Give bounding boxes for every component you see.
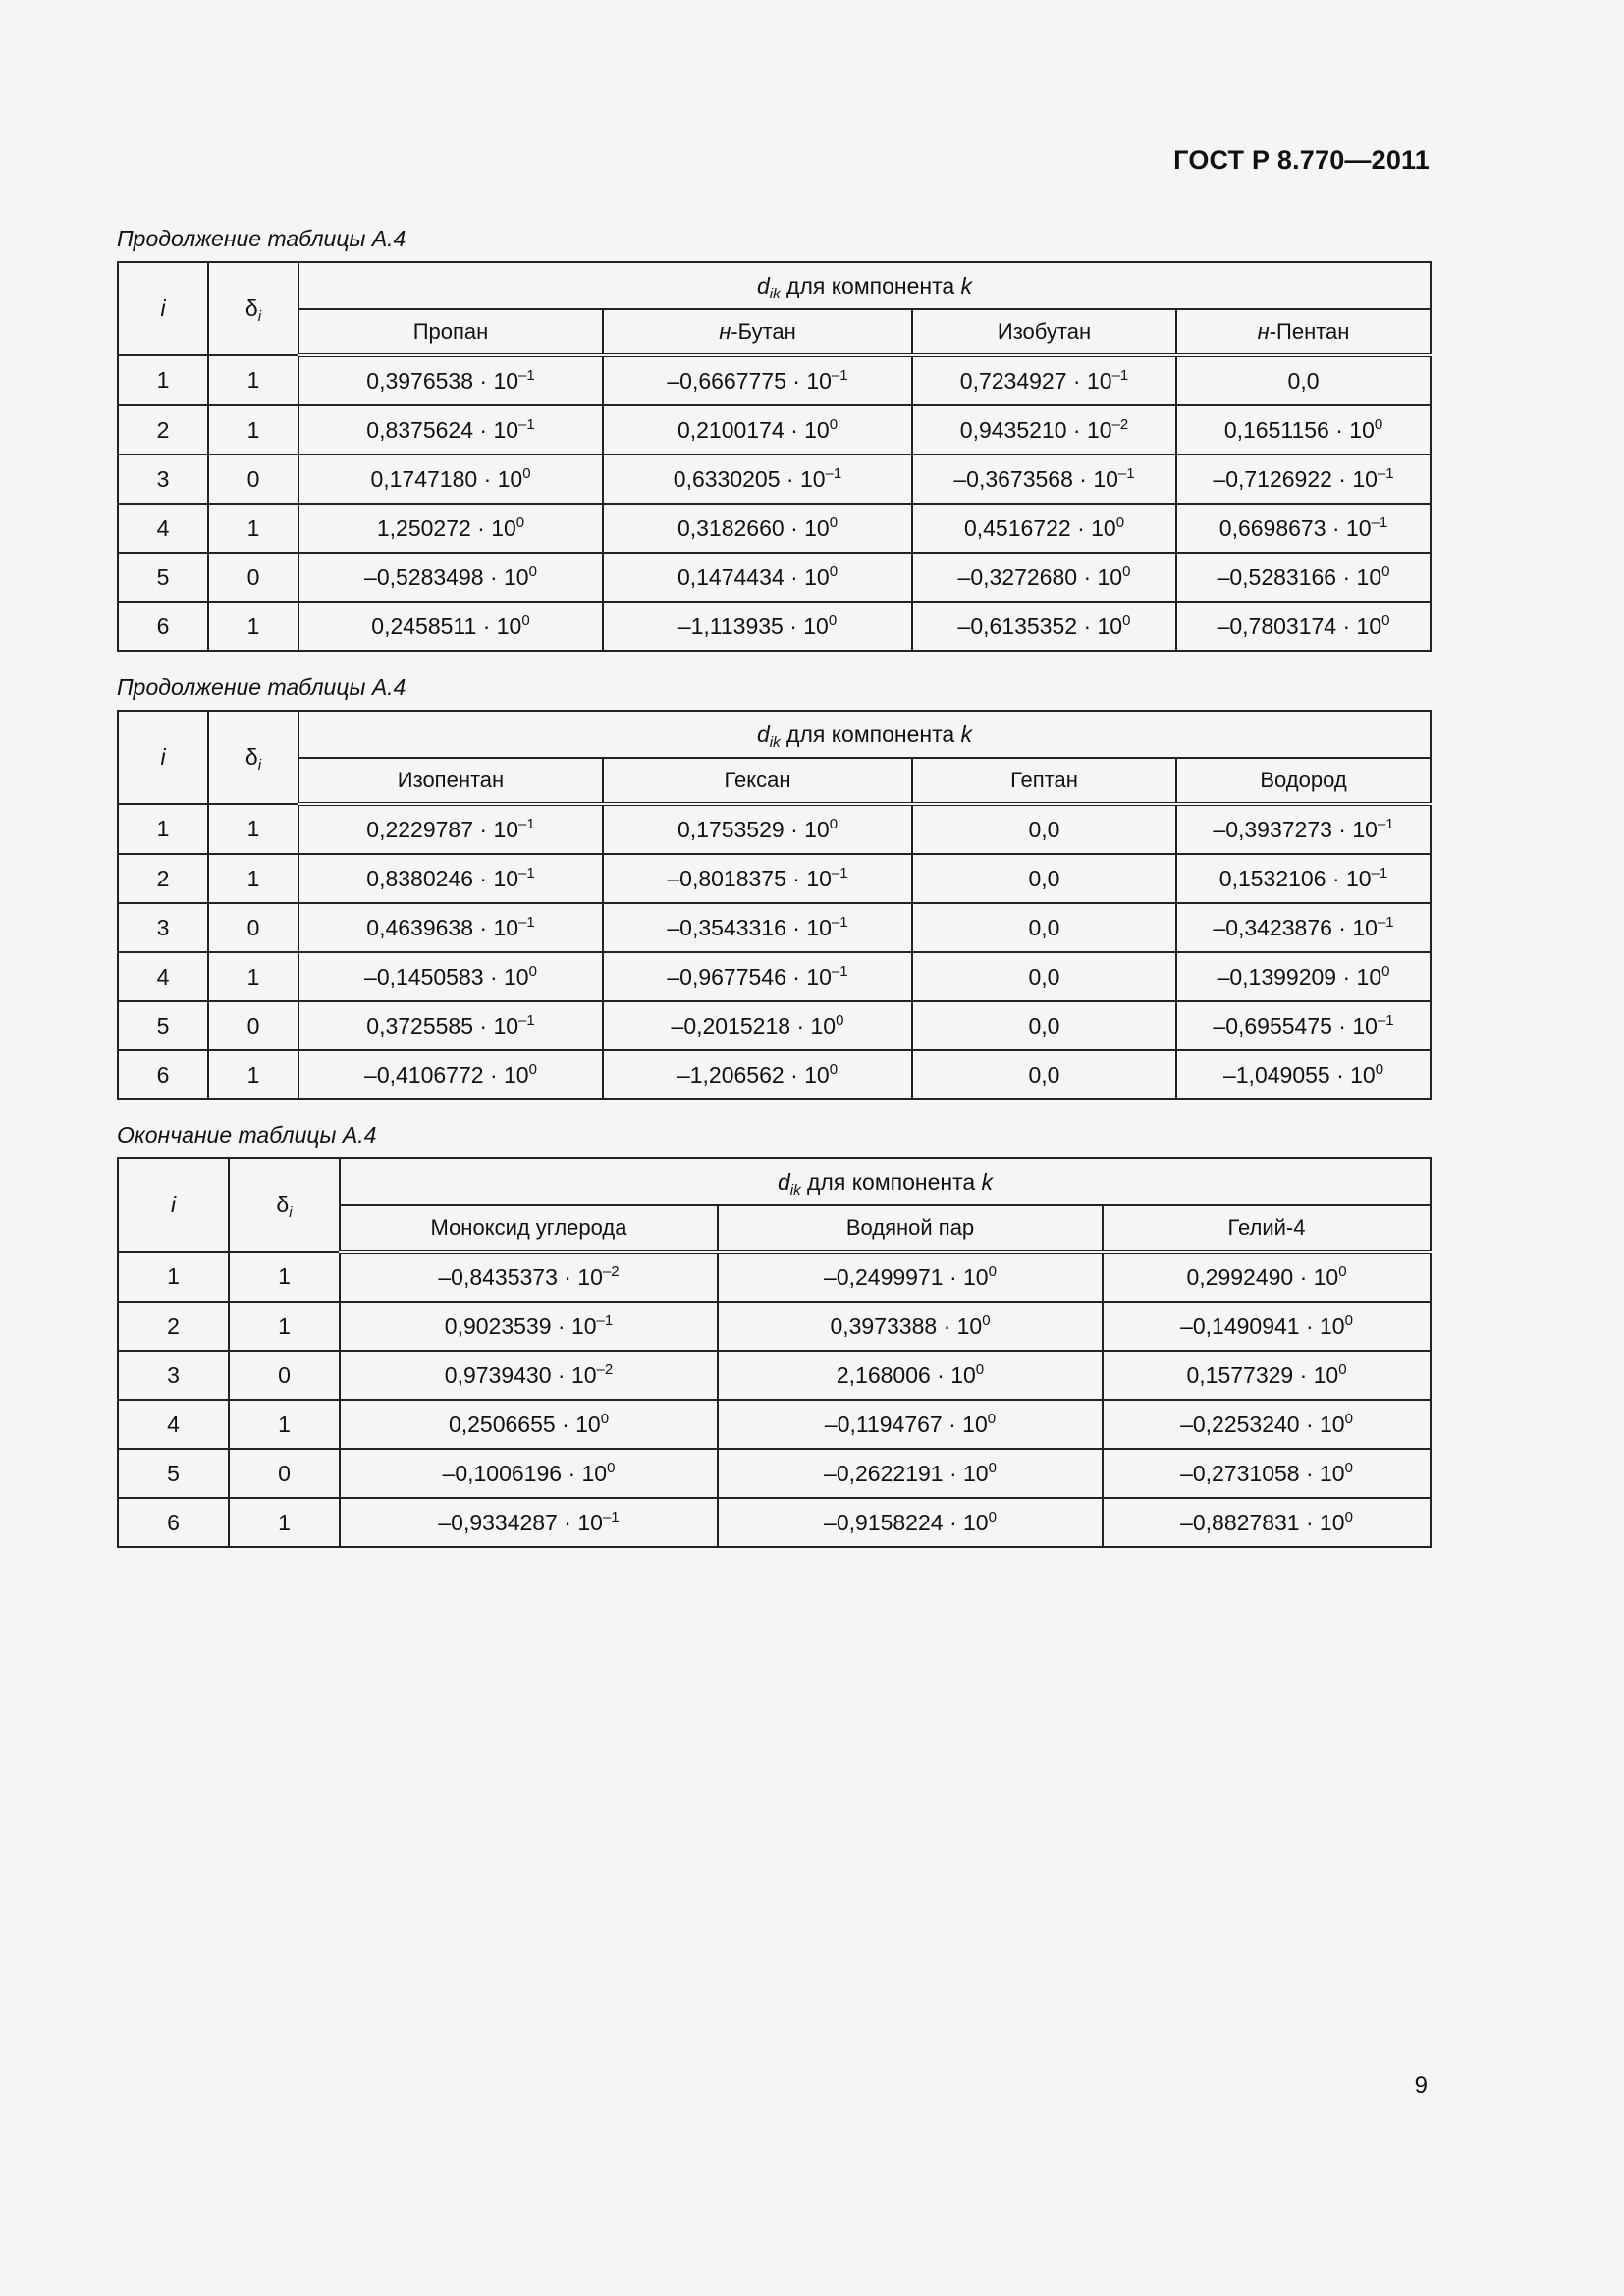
row-index: 1	[118, 1252, 229, 1302]
row-delta: 1	[208, 355, 298, 405]
row-index: 1	[118, 355, 208, 405]
row-index: 4	[118, 504, 208, 553]
coefficient-cell: $0,1474434 \cdot 10^0$	[603, 553, 912, 602]
coefficient-cell: $-0,3272680 \cdot 10^0$	[912, 553, 1176, 602]
row-delta: 0	[229, 1351, 340, 1400]
row-index: 3	[118, 903, 208, 952]
dik-header: $d_{ik}$ для компонента k	[298, 262, 1431, 309]
table-row	[118, 553, 1431, 602]
coefficient-cell: $0,9739430 \cdot 10^{-2}$	[340, 1351, 718, 1400]
table-row	[118, 952, 1431, 1001]
table-row	[118, 1252, 1431, 1302]
row-index: 2	[118, 1302, 229, 1351]
coefficient-cell: $-0,6955475 \cdot 10^{-1}$	[1176, 1001, 1431, 1050]
coefficient-cell: $-0,2731058 \cdot 10^0$	[1103, 1449, 1431, 1498]
dik-header: $d_{ik}$ для компонента k	[340, 1158, 1431, 1205]
row-index: 2	[118, 405, 208, 454]
coefficient-cell: $-0,9334287 \cdot 10^{-1}$	[340, 1498, 718, 1547]
coefficient-cell: $-0,5283166 \cdot 10^0$	[1176, 553, 1431, 602]
component-header: н-Пентан	[1176, 309, 1431, 355]
coefficient-cell: $0,4639638 \cdot 10^{-1}$	[298, 903, 603, 952]
row-delta: 1	[229, 1302, 340, 1351]
row-delta: 1	[208, 504, 298, 553]
coefficient-cell: $0,1651156 \cdot 10^0$	[1176, 405, 1431, 454]
table-row	[118, 1351, 1431, 1400]
coefficient-cell: $-0,1006196 \cdot 10^0$	[340, 1449, 718, 1498]
table-row	[118, 1001, 1431, 1050]
coefficient-cell: $-0,1490941 \cdot 10^0$	[1103, 1302, 1431, 1351]
col-i-header: i	[118, 262, 208, 355]
coefficient-cell: $-0,1194767 \cdot 10^0$	[718, 1400, 1103, 1449]
row-index: 5	[118, 1449, 229, 1498]
row-index: 6	[118, 602, 208, 651]
col-delta-header: $\delta_i$	[229, 1158, 340, 1252]
row-index: 1	[118, 804, 208, 854]
coefficient-cell: $2,168006 \cdot 10^0$	[718, 1351, 1103, 1400]
table-row	[118, 804, 1431, 854]
coefficient-cell: 0,0	[912, 903, 1176, 952]
component-header: Водород	[1176, 758, 1431, 804]
coefficient-cell: $0,3976538 \cdot 10^{-1}$	[298, 355, 603, 405]
coefficient-cell: $0,1577329 \cdot 10^0$	[1103, 1351, 1431, 1400]
table-row	[118, 1302, 1431, 1351]
coefficient-cell: $0,2992490 \cdot 10^0$	[1103, 1252, 1431, 1302]
coefficient-cell: $-0,2253240 \cdot 10^0$	[1103, 1400, 1431, 1449]
table-caption-3: Окончание таблицы А.4	[117, 1122, 377, 1148]
table-caption-2: Продолжение таблицы А.4	[117, 674, 406, 700]
row-index: 6	[118, 1050, 208, 1099]
row-delta: 0	[208, 903, 298, 952]
table-row	[118, 1400, 1431, 1449]
table-row	[118, 355, 1431, 405]
coefficient-cell: $-0,9158224 \cdot 10^0$	[718, 1498, 1103, 1547]
coefficient-cell: $-0,2622191 \cdot 10^0$	[718, 1449, 1103, 1498]
row-index: 3	[118, 1351, 229, 1400]
coefficient-cell: $-0,9677546 \cdot 10^{-1}$	[603, 952, 912, 1001]
col-delta-header: $\delta_i$	[208, 711, 298, 804]
coefficient-cell: 0,0	[912, 804, 1176, 854]
coefficient-cell: $0,8380246 \cdot 10^{-1}$	[298, 854, 603, 903]
coefficient-cell: $-0,4106772 \cdot 10^0$	[298, 1050, 603, 1099]
coefficient-cell: $0,2229787 \cdot 10^{-1}$	[298, 804, 603, 854]
component-header: н-Бутан	[603, 309, 912, 355]
col-i-header: i	[118, 1158, 229, 1252]
row-index: 4	[118, 1400, 229, 1449]
coefficient-cell: $-0,8018375 \cdot 10^{-1}$	[603, 854, 912, 903]
coefficient-cell: $-0,6667775 \cdot 10^{-1}$	[603, 355, 912, 405]
coefficient-cell: $0,3973388 \cdot 10^0$	[718, 1302, 1103, 1351]
table-row	[118, 854, 1431, 903]
coefficient-cell: $0,8375624 \cdot 10^{-1}$	[298, 405, 603, 454]
coefficient-cell: 0,0	[912, 952, 1176, 1001]
row-delta: 1	[208, 602, 298, 651]
row-index: 2	[118, 854, 208, 903]
coefficient-cell: $0,6698673 \cdot 10^{-1}$	[1176, 504, 1431, 553]
coefficient-cell: $0,9435210 \cdot 10^{-2}$	[912, 405, 1176, 454]
coefficient-cell: $-1,206562 \cdot 10^0$	[603, 1050, 912, 1099]
table-row	[118, 504, 1431, 553]
table-row	[118, 1449, 1431, 1498]
coefficient-cell: $1,250272 \cdot 10^0$	[298, 504, 603, 553]
coefficient-cell: $0,7234927 \cdot 10^{-1}$	[912, 355, 1176, 405]
coefficient-cell: 0,0	[912, 1050, 1176, 1099]
table-row	[118, 1498, 1431, 1547]
row-index: 5	[118, 553, 208, 602]
coefficient-cell: $-0,7803174 \cdot 10^0$	[1176, 602, 1431, 651]
coefficient-cell: $-0,1399209 \cdot 10^0$	[1176, 952, 1431, 1001]
component-header: Моноксид углерода	[340, 1205, 718, 1252]
row-delta: 1	[208, 804, 298, 854]
component-header: Изопентан	[298, 758, 603, 804]
row-delta: 1	[229, 1400, 340, 1449]
coefficient-cell: $-0,3673568 \cdot 10^{-1}$	[912, 454, 1176, 504]
coefficient-cell: $-0,5283498 \cdot 10^0$	[298, 553, 603, 602]
coefficient-cell: $-0,1450583 \cdot 10^0$	[298, 952, 603, 1001]
coefficient-cell: 0,0	[912, 854, 1176, 903]
coefficient-cell: $-0,2499971 \cdot 10^0$	[718, 1252, 1103, 1302]
row-delta: 0	[229, 1449, 340, 1498]
coefficient-cell: $0,2458511 \cdot 10^0$	[298, 602, 603, 651]
coefficient-cell: $-0,2015218 \cdot 10^0$	[603, 1001, 912, 1050]
coefficient-cell: $-1,049055 \cdot 10^0$	[1176, 1050, 1431, 1099]
coefficients-table-3	[117, 1157, 1432, 1548]
coefficient-cell: $0,3182660 \cdot 10^0$	[603, 504, 912, 553]
coefficient-cell: 0,0	[1176, 355, 1431, 405]
row-index: 3	[118, 454, 208, 504]
table-caption-1: Продолжение таблицы А.4	[117, 226, 406, 251]
table-row	[118, 405, 1431, 454]
table-row	[118, 454, 1431, 504]
coefficient-cell: $0,2100174 \cdot 10^0$	[603, 405, 912, 454]
row-delta: 0	[208, 454, 298, 504]
coefficient-cell: $-0,6135352 \cdot 10^0$	[912, 602, 1176, 651]
coefficient-cell: $-1,113935 \cdot 10^0$	[603, 602, 912, 651]
coefficient-cell: $-0,3423876 \cdot 10^{-1}$	[1176, 903, 1431, 952]
row-index: 5	[118, 1001, 208, 1050]
component-header: Гексан	[603, 758, 912, 804]
component-header: Водяной пар	[718, 1205, 1103, 1252]
row-delta: 0	[208, 1001, 298, 1050]
coefficient-cell: $-0,8827831 \cdot 10^0$	[1103, 1498, 1431, 1547]
component-header: Пропан	[298, 309, 603, 355]
table-row	[118, 1050, 1431, 1099]
coefficient-cell: $0,1532106 \cdot 10^{-1}$	[1176, 854, 1431, 903]
row-delta: 1	[208, 952, 298, 1001]
coefficients-table-1	[117, 261, 1432, 652]
coefficients-table-2	[117, 710, 1432, 1100]
document-code: ГОСТ Р 8.770—2011	[1173, 145, 1430, 175]
row-delta: 1	[208, 405, 298, 454]
row-delta: 1	[229, 1252, 340, 1302]
coefficient-cell: $0,2506655 \cdot 10^0$	[340, 1400, 718, 1449]
page-number: 9	[1414, 2072, 1428, 2099]
table-row	[118, 903, 1431, 952]
coefficient-cell: $-0,7126922 \cdot 10^{-1}$	[1176, 454, 1431, 504]
coefficient-cell: $-0,3937273 \cdot 10^{-1}$	[1176, 804, 1431, 854]
coefficient-cell: $0,6330205 \cdot 10^{-1}$	[603, 454, 912, 504]
row-delta: 1	[229, 1498, 340, 1547]
component-header: Гелий-4	[1103, 1205, 1431, 1252]
col-i-header: i	[118, 711, 208, 804]
row-index: 4	[118, 952, 208, 1001]
coefficient-cell: $0,1747180 \cdot 10^0$	[298, 454, 603, 504]
row-delta: 0	[208, 553, 298, 602]
coefficient-cell: $0,1753529 \cdot 10^0$	[603, 804, 912, 854]
row-delta: 1	[208, 854, 298, 903]
coefficient-cell: $0,4516722 \cdot 10^0$	[912, 504, 1176, 553]
component-header: Гептан	[912, 758, 1176, 804]
coefficient-cell: $-0,8435373 \cdot 10^{-2}$	[340, 1252, 718, 1302]
coefficient-cell: $-0,3543316 \cdot 10^{-1}$	[603, 903, 912, 952]
row-delta: 1	[208, 1050, 298, 1099]
coefficient-cell: 0,0	[912, 1001, 1176, 1050]
coefficient-cell: $0,3725585 \cdot 10^{-1}$	[298, 1001, 603, 1050]
dik-header: $d_{ik}$ для компонента k	[298, 711, 1431, 758]
col-delta-header: $\delta_i$	[208, 262, 298, 355]
coefficient-cell: $0,9023539 \cdot 10^{-1}$	[340, 1302, 718, 1351]
row-index: 6	[118, 1498, 229, 1547]
table-row	[118, 602, 1431, 651]
component-header: Изобутан	[912, 309, 1176, 355]
